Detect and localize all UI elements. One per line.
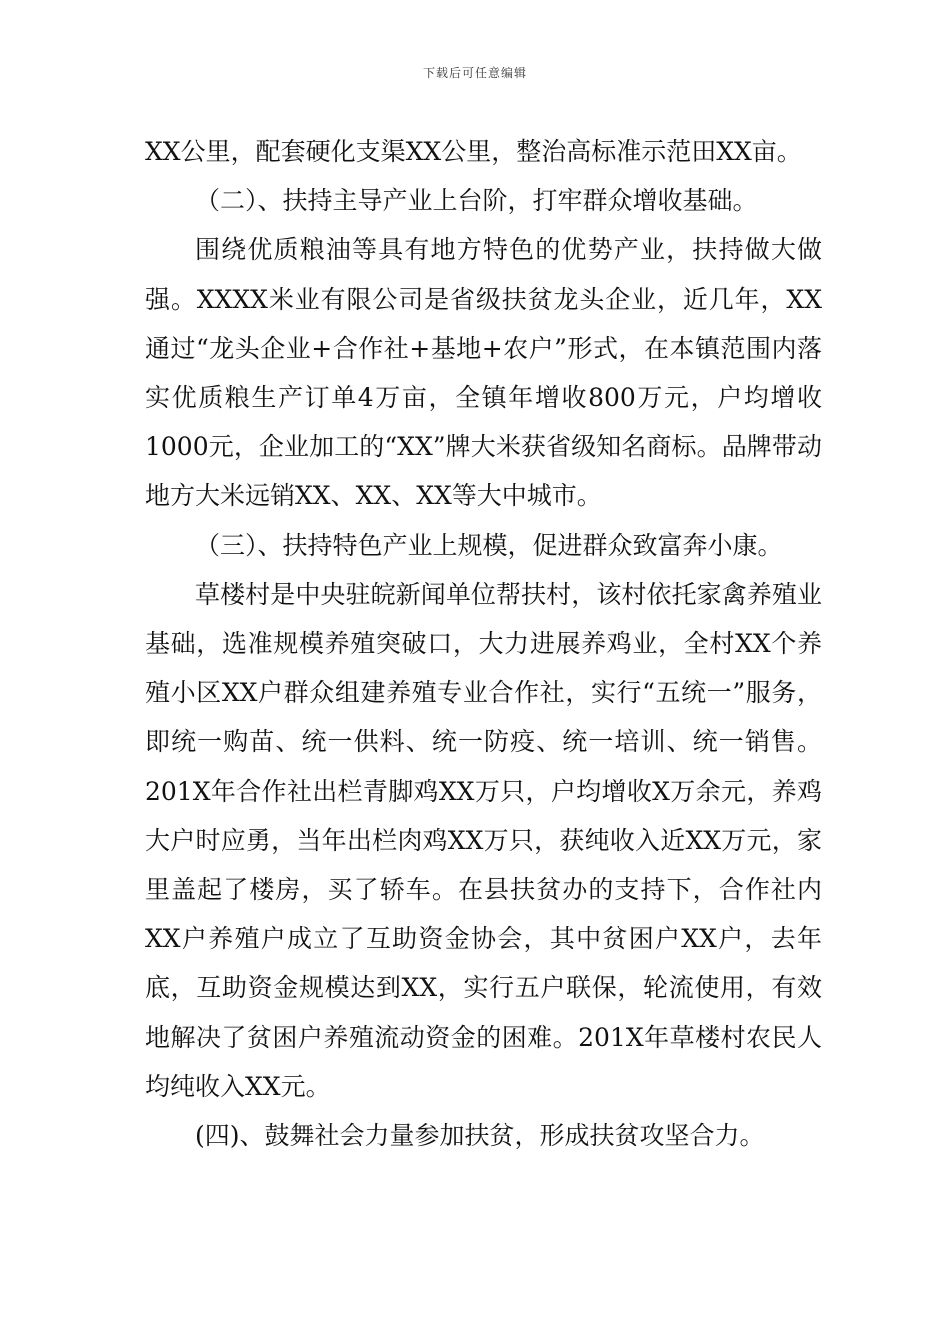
section-heading-3: （三）、扶持特色产业上规模，促进群众致富奔小康。 [195, 530, 783, 560]
paragraph-caolou-village: 草楼村是中央驻皖新闻单位帮扶村，该村依托家禽养殖业基础，选准规模养殖突破口，大力进展养鸡业，全村XX个养殖小区XX户群众组建养殖专业合作社，实行“五统一”服务，即统一购苗、统一供料、统一防疫、统一培训、统一销售。201X年合作社出栏青脚鸡XX万只，户均增收X万余元，养鸡大户时应勇，当年出栏肉鸡XX万只，获纯收入近XX万元，家里盖起了楼房，买了轿车。在县扶贫办的支持下，合作社内XX户养殖户成立了互助资金协会，其中贫困户XX户，去年底，互助资金规模达到XX，实行五户联保，轮流使用，有效地解决了贫困户养殖流动资金的困难。201X年草楼村农民人均纯收入XX元。 [145, 579, 822, 1101]
paragraph-industry: 围绕优质粮油等具有地方特色的优势产业，扶持做大做强。XXXX米业有限公司是省级扶贫龙头企业，近几年，XX通过“龙头企业+合作社+基地+农户”形式，在本镇范围内落实优质粮生产订单4万亩，全镇年增收800万元，户均增收1000元，企业加工的“XX”牌大米获省级知名商标。品牌带动地方大米远销XX、XX、XX等大中城市。 [145, 235, 822, 511]
page-header: 下载后可任意编辑 [422, 66, 527, 80]
paragraph-continuation: XX公里，配套硬化支渠XX公里，整治高标准示范田XX亩。 [145, 137, 802, 166]
section-heading-2: （二）、扶持主导产业上台阶，打牢群众增收基础。 [195, 186, 758, 216]
section-heading-4: (四)、鼓舞社会力量参加扶贫，形成扶贫攻坚合力。 [195, 1121, 765, 1151]
document-body [145, 127, 822, 1160]
